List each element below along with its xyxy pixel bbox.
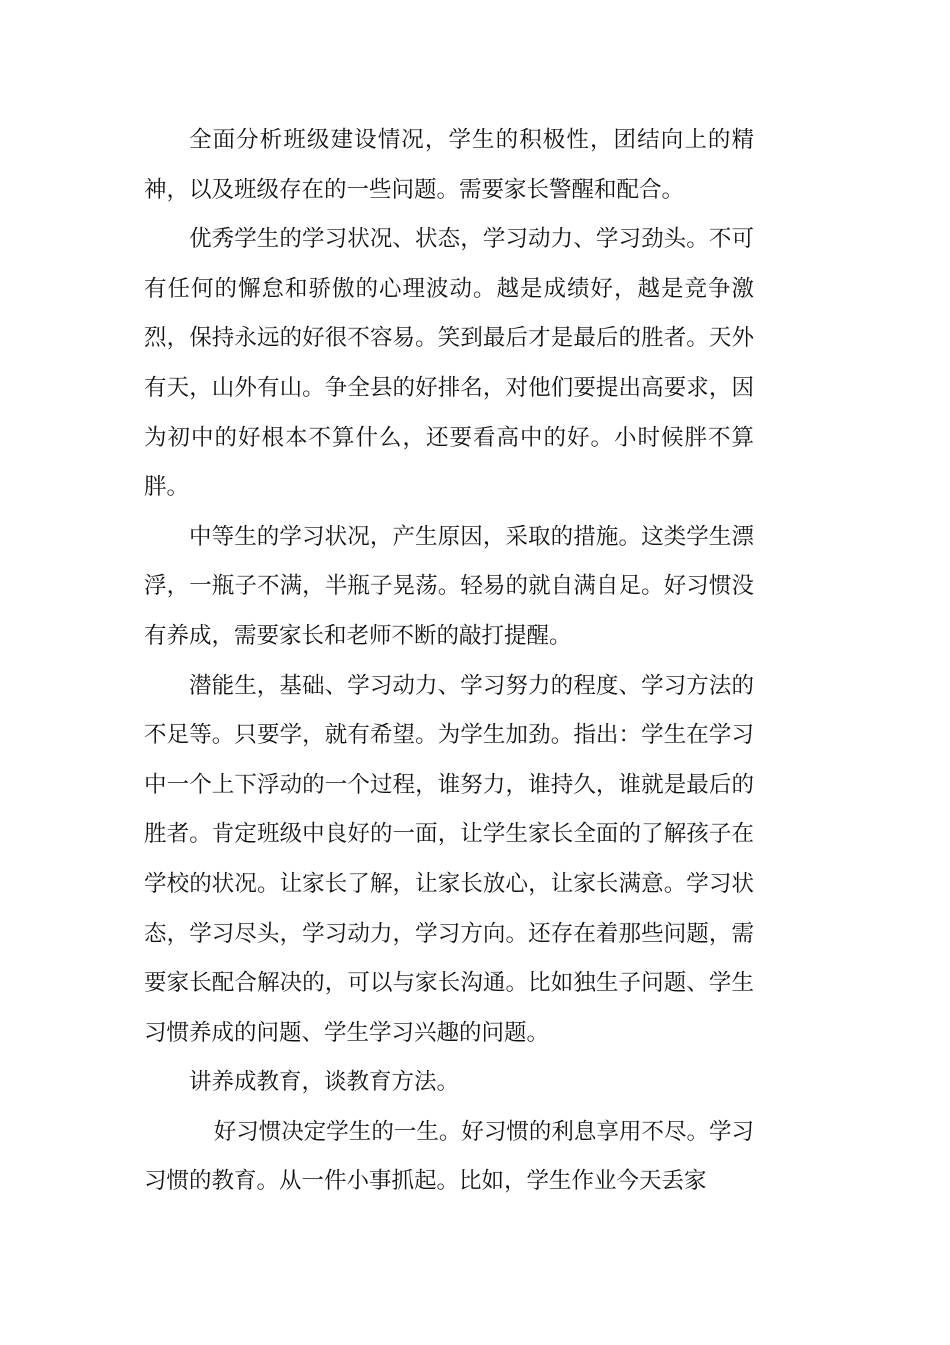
document-body: [144, 116, 754, 1207]
paragraph-good-habits: 好习惯决定学生的一生。好习惯的利息享用不尽。学习习惯的教育。从一件小事抓起。比如，学生作业今天丢家: [144, 1118, 754, 1195]
paragraph-class-overview: 全面分析班级建设情况，学生的积极性，团结向上的精神，以及班级存在的一些问题。需要家长警醒和配合。: [144, 127, 754, 203]
paragraph-top-students: 优秀学生的学习状况、状态，学习动力、学习劲头。不可有任何的懈怠和骄傲的心理波动。越是成绩好，越是竞争激烈，保持永远的好很不容易。笑到最后才是最后的胜者。天外有天，山外有山。争全县的好排名，对他们要提出高要求，因为初中的好根本不算什么，还要看高中的好。小时候胖不算胖。: [144, 226, 754, 501]
paragraph-education-heading: 讲养成教育，谈教育方法。: [189, 1069, 460, 1096]
paragraph-middle-students: 中等生的学习状况，产生原因，采取的措施。这类学生漂浮，一瓶子不满，半瓶子晃荡。轻易的就自满自足。好习惯没有养成，需要家长和老师不断的敲打提醒。: [144, 523, 754, 649]
paragraph-potential-students: 潜能生，基础、学习动力、学习努力的程度、学习方法的不足等。只要学，就有希望。为学生加劲。指出：学生在学习中一个上下浮动的一个过程，谁努力，谁持久，谁就是最后的胜者。肯定班级中良好的一面，让学生家长全面的了解孩子在学校的状况。让家长了解，让家长放心，让家长满意。学习状态，学习尽头，学习动力，学习方向。还存在着那些问题，需要家长配合解决的，可以与家长沟通。比如独生子问题、学生习惯养成的问题、学生学习兴趣的问题。: [144, 672, 754, 1046]
